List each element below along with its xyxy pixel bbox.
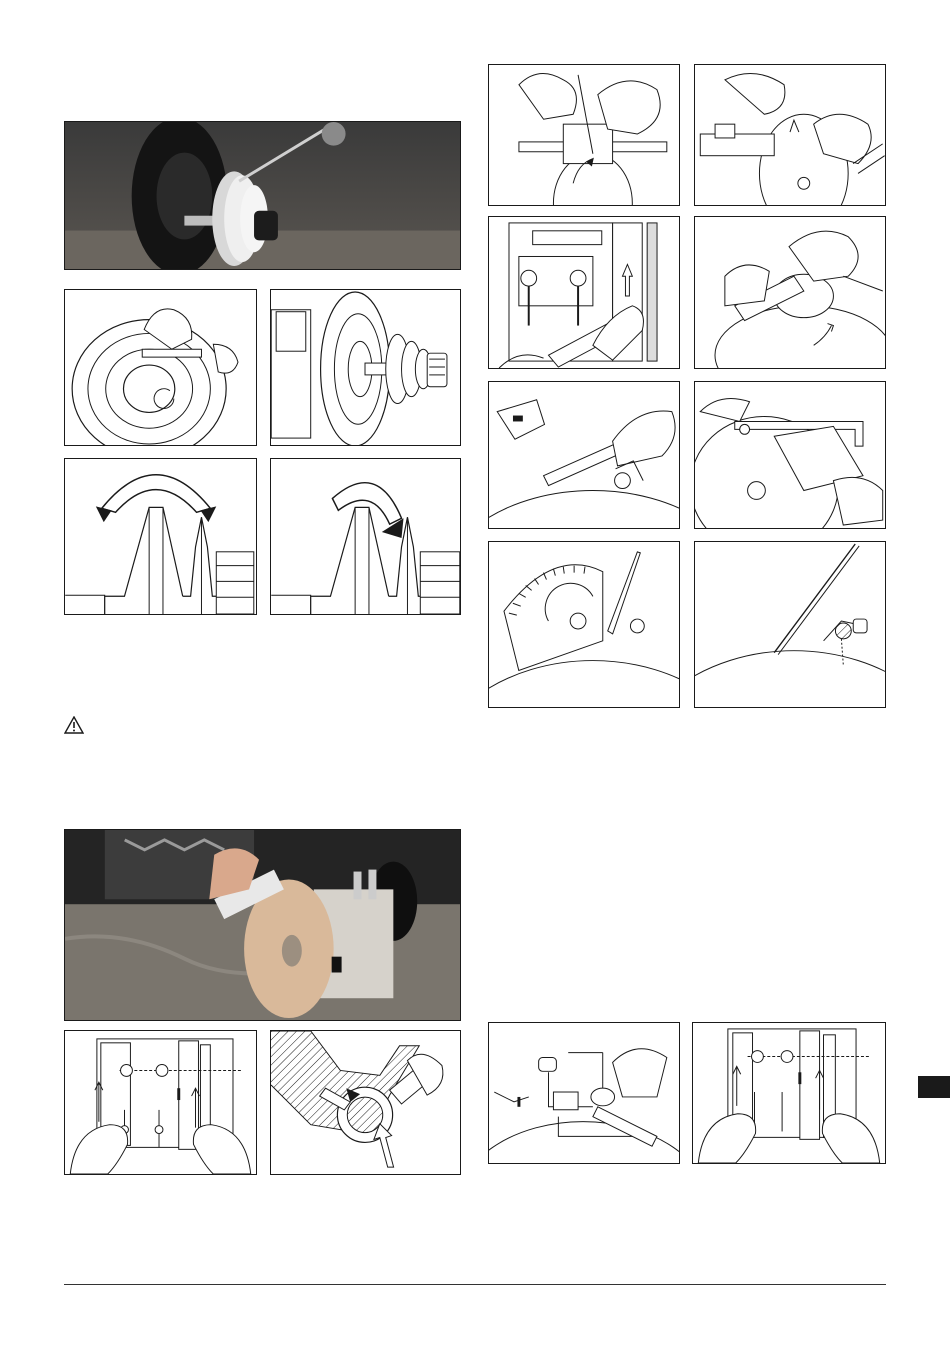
diagram-honing-wheel-profile [270,289,461,446]
warning-triangle-icon [64,716,84,734]
diagram-stone-grader [488,1022,680,1164]
diagram-angle-line [694,541,886,708]
diagram-angle-template [488,381,680,529]
photo-sharpening-station [64,829,461,1021]
diagram-hand-jig-1 [488,64,680,206]
diagram-arc-left [64,458,257,615]
diagram-angle-gauge [488,541,680,708]
diagram-hand-jig-2 [694,64,886,206]
diagram-wheel-truing [64,289,257,446]
diagram-support-frame [488,216,680,369]
diagram-edge-jig [694,381,886,529]
diagram-tool-holder [694,216,886,369]
footer-rule [64,1284,886,1285]
photo-grinder-side-wheel [64,121,461,270]
diagram-universal-support-top [64,1030,257,1175]
diagram-support-frame-2 [692,1022,886,1164]
diagram-arc-right [270,458,461,615]
diagram-support-clamp-section [270,1030,461,1175]
chapter-tab-marker [918,1076,950,1098]
